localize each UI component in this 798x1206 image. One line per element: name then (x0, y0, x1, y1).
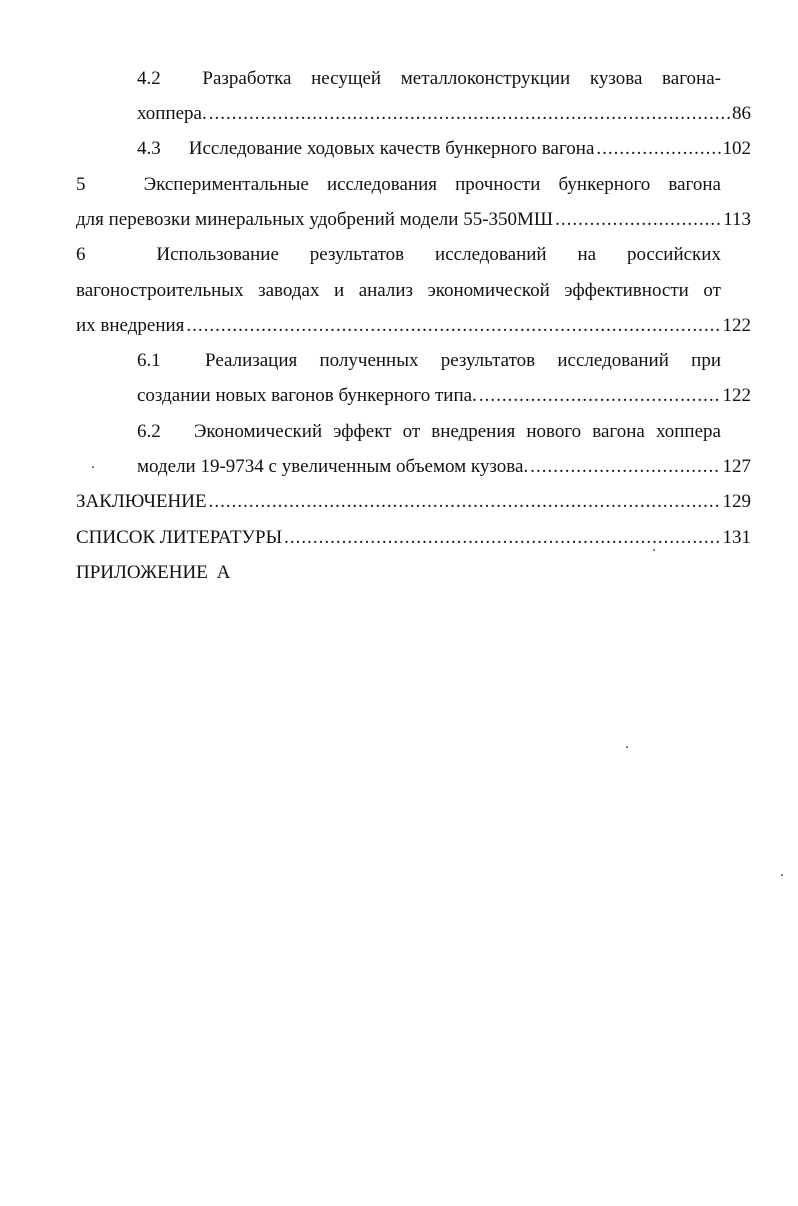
dot-leader (186, 313, 720, 339)
toc-entry-6-line-1 (76, 242, 721, 268)
section-number: 6.1 (137, 350, 161, 371)
word: Реализация (205, 350, 298, 371)
word: анализ (358, 280, 414, 301)
toc-entry-4-3[interactable] (137, 136, 751, 162)
word: бункерного (558, 174, 651, 195)
toc-entry-appendix[interactable] (76, 560, 230, 586)
dot-leader (479, 383, 721, 409)
word: на (577, 244, 597, 265)
page-number: 129 (722, 491, 751, 512)
page-number: 102 (722, 138, 751, 159)
toc-entry-title: модели 19-9734 с увеличенным объемом кузова. (137, 456, 529, 477)
toc-entry-5-line-2[interactable] (76, 207, 751, 233)
toc-entry-6-line-2 (76, 278, 721, 304)
page-number: 127 (722, 456, 751, 477)
scan-speck (781, 874, 783, 876)
toc-entry-4-2-line-1 (137, 66, 721, 92)
page-number: 86 (732, 103, 751, 124)
section-number: 6 (76, 244, 86, 265)
word: несущей (311, 68, 382, 89)
dot-leader (209, 101, 730, 127)
toc-entry-conclusion[interactable] (76, 489, 751, 515)
word: результатов (440, 350, 536, 371)
word: экономической (427, 280, 550, 301)
word: эффективности (564, 280, 689, 301)
dot-leader (209, 489, 721, 515)
word: от (402, 421, 421, 442)
word: нового (526, 421, 582, 442)
word: Разработка (202, 68, 292, 89)
toc-entry-6-1-line-1 (137, 348, 721, 374)
toc-entry-title: ЗАКЛЮЧЕНИЕ (76, 491, 207, 512)
toc-entry-6-2-line-1 (137, 419, 721, 445)
word: исследований (435, 244, 547, 265)
word: Экспериментальные (143, 174, 309, 195)
word: полученных (319, 350, 419, 371)
toc-entry-6-1-line-2[interactable] (137, 383, 751, 409)
toc-entry-title: СПИСОК ЛИТЕРАТУРЫ (76, 527, 283, 548)
section-number: 6.2 (137, 421, 161, 442)
section-number: 4.2 (137, 68, 161, 89)
word: вагона- (662, 68, 721, 89)
page-number: 122 (722, 385, 751, 406)
toc-entry-title: для перевозки минеральных удобрений модели 55-350МШ (76, 209, 554, 230)
word: заводах (258, 280, 320, 301)
word: прочности (455, 174, 541, 195)
word: и (333, 280, 345, 301)
word: российских (626, 244, 721, 265)
dot-leader (530, 454, 720, 480)
toc-entry-6-line-3[interactable] (76, 313, 751, 339)
word: результатов (309, 244, 405, 265)
toc-entry-title: создании новых вагонов бункерного типа. (137, 385, 477, 406)
section-number: 5 (76, 174, 86, 195)
dot-leader (596, 136, 720, 162)
word: исследований (557, 350, 669, 371)
toc-entry-references[interactable] (76, 525, 751, 551)
word: вагона (668, 174, 721, 195)
toc-entry-title: их внедрения (76, 315, 185, 336)
scan-speck (92, 466, 94, 468)
toc-entry-6-2-line-2[interactable] (137, 454, 751, 480)
word: хоппера (655, 421, 721, 442)
page-number: 122 (722, 315, 751, 336)
word: вагона (592, 421, 645, 442)
page-number: 131 (722, 527, 751, 548)
scan-speck (653, 549, 655, 551)
toc-entry-title: Исследование ходовых качеств бункерного вагона (188, 138, 595, 159)
word: от (703, 280, 721, 301)
section-number: 4.3 (137, 138, 161, 159)
toc-entry-4-2-line-2[interactable] (137, 101, 751, 127)
dot-leader (284, 525, 720, 551)
word: Экономический (193, 421, 323, 442)
word: при (691, 350, 721, 371)
word: внедрения (431, 421, 516, 442)
word: вагоностроительных (76, 280, 244, 301)
word: кузова (589, 68, 643, 89)
scan-speck (626, 746, 628, 748)
word: исследования (326, 174, 438, 195)
word: эффект (333, 421, 392, 442)
page-number: 113 (723, 209, 751, 230)
word: Использование (156, 244, 279, 265)
toc-entry-title: хоппера. (137, 103, 207, 124)
toc-entry-5-line-1 (76, 172, 721, 198)
word: металлоконструкции (400, 68, 571, 89)
dot-leader (555, 207, 721, 233)
toc-entry-title: ПРИЛОЖЕНИЕ А (76, 562, 231, 583)
